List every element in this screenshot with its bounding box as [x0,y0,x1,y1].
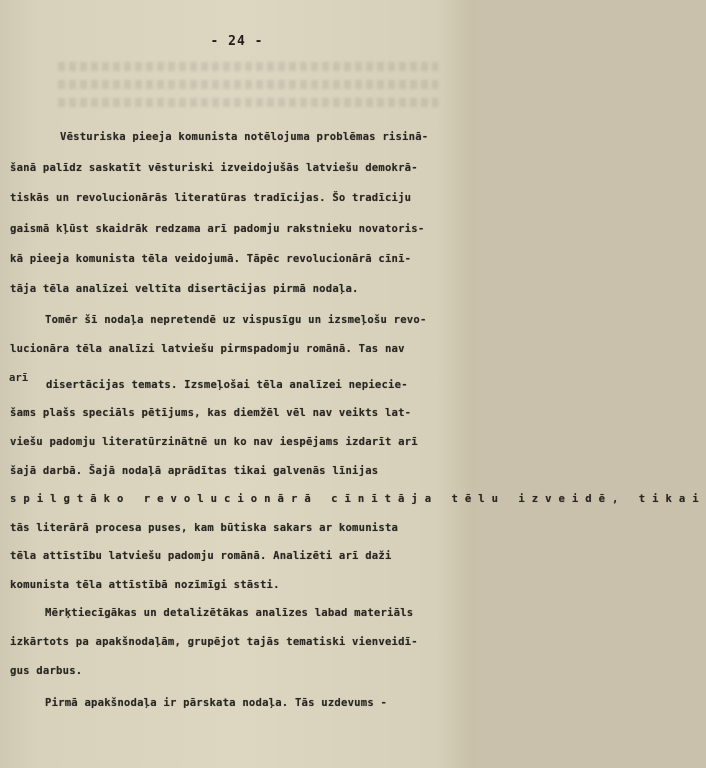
margin-note: arī [9,372,29,384]
text-line: komunista tēla attīstībā nozīmīgi stāsti. [10,579,280,591]
text-line-emphasis: spilgtāko revolucionārā cīnītāja tēlu izveidē, tikai [10,493,706,505]
text-line: Tomēr šī nodaļa nepretendē uz vispusīgu un izsmeļošu revo- [45,314,427,326]
text-line: disertācijas temats. Izsmeļošai tēla analīzei nepiecie- [46,379,408,391]
text-line: šanā palīdz saskatīt vēsturiski izveidojušās latviešu demokrā- [10,162,418,174]
text-line: šajā darbā. Šajā nodaļā aprādītas tikai galvenās līnijas [10,465,379,477]
text-line: lucionāra tēla analīzi latviešu pirmspadomju romānā. Tas nav [10,343,405,355]
text-line: Mērķtiecīgākas un detalizētākas analīzes labad materiāls [45,607,414,619]
text-line: tāja tēla analīzei veltīta disertācijas pirmā nodaļa. [10,283,359,295]
text-line: tās literārā procesa puses, kam būtiska sakars ar komunista [10,522,399,534]
show-through-text [58,80,438,89]
text-line: gus darbus. [10,665,83,677]
text-line: gaismā kļūst skaidrāk redzama arī padomju rakstnieku novatoris- [10,223,425,235]
page-number: - 24 - [210,34,264,49]
text-line: kā pieeja komunista tēla veidojumā. Tāpēc revolucionārā cīnī- [10,253,412,265]
show-through-text [58,62,438,71]
text-line: tēla attīstību latviešu padomju romānā. Analizēti arī daži [10,550,392,562]
text-line: Pirmā apakšnodaļa ir pārskata nodaļa. Tās uzdevums - [45,697,388,709]
text-line: izkārtots pa apakšnodaļām, grupējot tajās tematiski vienveidī- [10,636,418,648]
text-line: tiskās un revolucionārās literatūras tradīcijas. Šo tradīciju [10,192,412,204]
show-through-text [58,98,438,107]
text-line: Vēsturiska pieeja komunista notēlojuma problēmas risinā- [60,131,429,143]
text-line: viešu padomju literatūrzinātnē un ko nav iespējams izdarīt arī [10,436,418,448]
text-line: šams plašs speciāls pētījums, kas diemžēl vēl nav veikts lat- [10,407,412,419]
